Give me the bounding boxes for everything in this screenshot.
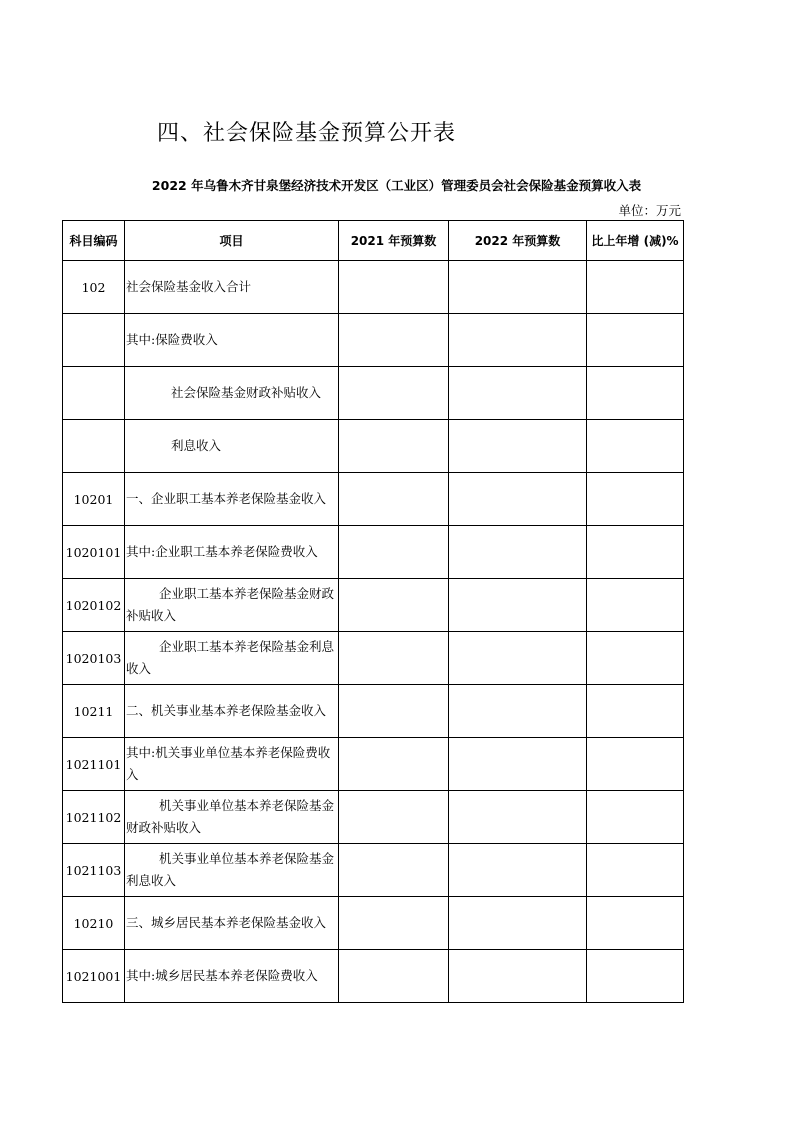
row-code: 1021001 (63, 950, 125, 1003)
cell-2022 (449, 791, 587, 844)
cell-2021 (339, 791, 449, 844)
cell-2022 (449, 950, 587, 1003)
table-row (63, 844, 684, 897)
row-code: 1020101 (63, 526, 125, 579)
cell-change (587, 261, 684, 314)
column-header-2022-budget: 2022 年预算数 (449, 221, 587, 261)
table-row (63, 791, 684, 844)
row-code: 10201 (63, 473, 125, 526)
row-code: 1020102 (63, 579, 125, 632)
table-row (63, 314, 684, 367)
table-row (63, 473, 684, 526)
column-header-2021-budget: 2021 年预算数 (339, 221, 449, 261)
cell-2021 (339, 420, 449, 473)
cell-2022 (449, 526, 587, 579)
cell-change (587, 738, 684, 791)
cell-change (587, 579, 684, 632)
row-code: 10210 (63, 897, 125, 950)
column-header-item: 项目 (125, 221, 339, 261)
cell-change (587, 473, 684, 526)
column-header-code: 科目编码 (63, 221, 125, 261)
cell-2021 (339, 261, 449, 314)
row-code (63, 420, 125, 473)
row-code (63, 367, 125, 420)
row-item: 利息收入 (125, 420, 339, 473)
cell-2021 (339, 738, 449, 791)
table-header-row (63, 221, 684, 261)
cell-2021 (339, 897, 449, 950)
cell-change (587, 367, 684, 420)
cell-2022 (449, 897, 587, 950)
row-code (63, 314, 125, 367)
table-title: 2022 年乌鲁木齐甘泉堡经济技术开发区（工业区）管理委员会社会保险基金预算收入表 (151, 178, 642, 193)
row-item: 其中:企业职工基本养老保险费收入 (125, 526, 339, 579)
cell-change (587, 420, 684, 473)
cell-2022 (449, 261, 587, 314)
table-row (63, 685, 684, 738)
cell-2021 (339, 579, 449, 632)
cell-2021 (339, 473, 449, 526)
cell-2021 (339, 367, 449, 420)
unit-label: 单位：万元 (618, 203, 681, 218)
row-code: 102 (63, 261, 125, 314)
cell-2022 (449, 420, 587, 473)
table-row (63, 579, 684, 632)
cell-2022 (449, 314, 587, 367)
cell-2021 (339, 685, 449, 738)
table-row (63, 367, 684, 420)
cell-change (587, 950, 684, 1003)
row-item: 社会保险基金收入合计 (125, 261, 339, 314)
table-row (63, 950, 684, 1003)
table-row (63, 632, 684, 685)
row-item: 其中:城乡居民基本养老保险费收入 (125, 950, 339, 1003)
cell-change (587, 314, 684, 367)
row-code: 1020103 (63, 632, 125, 685)
row-item: 一、企业职工基本养老保险基金收入 (125, 473, 339, 526)
page-heading: 四、社会保险基金预算公开表 (157, 121, 457, 146)
row-item: 二、机关事业基本养老保险基金收入 (125, 685, 339, 738)
budget-table (62, 220, 684, 1003)
cell-2021 (339, 526, 449, 579)
cell-2022 (449, 579, 587, 632)
column-header-change-percent: 比上年增 (减)% (587, 221, 684, 261)
cell-2021 (339, 632, 449, 685)
table-row (63, 420, 684, 473)
row-item: 其中:保险费收入 (125, 314, 339, 367)
row-code: 10211 (63, 685, 125, 738)
table-row (63, 261, 684, 314)
table-row (63, 897, 684, 950)
cell-2022 (449, 685, 587, 738)
cell-2022 (449, 738, 587, 791)
row-code: 1021102 (63, 791, 125, 844)
row-code: 1021101 (63, 738, 125, 791)
row-item: 机关事业单位基本养老保险基金利息收入 (125, 844, 339, 897)
row-item: 三、城乡居民基本养老保险基金收入 (125, 897, 339, 950)
cell-2022 (449, 844, 587, 897)
row-item: 其中:机关事业单位基本养老保险费收入 (125, 738, 339, 791)
cell-2021 (339, 314, 449, 367)
cell-2021 (339, 950, 449, 1003)
cell-2022 (449, 473, 587, 526)
row-item: 社会保险基金财政补贴收入 (125, 367, 339, 420)
cell-change (587, 632, 684, 685)
table-row (63, 738, 684, 791)
row-item: 企业职工基本养老保险基金财政补贴收入 (125, 579, 339, 632)
table-row (63, 526, 684, 579)
row-item: 机关事业单位基本养老保险基金财政补贴收入 (125, 791, 339, 844)
cell-2021 (339, 844, 449, 897)
cell-2022 (449, 367, 587, 420)
cell-change (587, 844, 684, 897)
cell-change (587, 526, 684, 579)
row-code: 1021103 (63, 844, 125, 897)
row-item: 企业职工基本养老保险基金利息收入 (125, 632, 339, 685)
cell-change (587, 897, 684, 950)
cell-change (587, 685, 684, 738)
cell-change (587, 791, 684, 844)
cell-2022 (449, 632, 587, 685)
